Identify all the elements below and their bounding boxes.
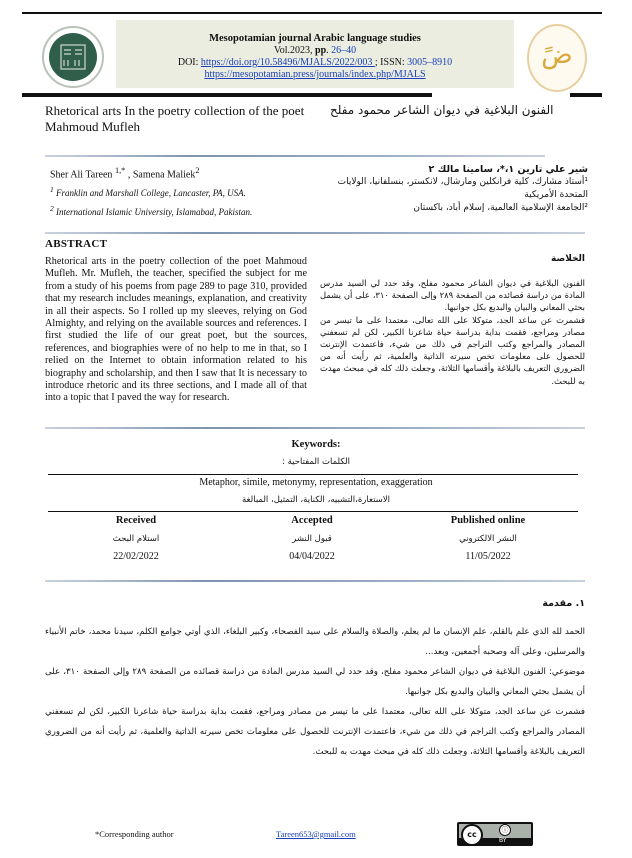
date-label-arabic: قبول النشر: [292, 534, 332, 544]
section-divider: [45, 155, 545, 157]
issn-value: 3005–8910: [407, 57, 453, 68]
date-accepted: [224, 513, 400, 565]
author-names: [50, 163, 320, 182]
journal-url-link[interactable]: https://mesopotamian.press/journals/index.php/MJALS: [204, 69, 426, 80]
header-bottom-rule-right: [570, 93, 602, 97]
abstract-arabic-p2: فشمرت عن ساعد الجد، متوكلا على الله تعالى، معتمدا على ما تيسر من مصادر ومراجع، فقمت بداية بدراسة حياة شاعرنا الكبير، لكن لم تسعفني المصادر والمراجع وكتب التراجم في ذلك من شيء، فاعتمدت الإنترنت للحصول على معلومات تخص سيرته الذاتية والعلمية، ثم رأيت أنه من الضروري التعريف بالبلاغة وأقسامها الثلاثة، وجعلت ذلك كله في مبحث مهدت به للبحث.: [320, 314, 585, 386]
date-received: [48, 513, 224, 565]
article-dates: [48, 513, 576, 565]
journal-logo: [527, 24, 587, 92]
date-value: 04/04/2022: [289, 551, 335, 562]
keywords-english: Metaphor, simile, metonymy, representation, exaggeration: [199, 477, 433, 488]
date-value: 22/02/2022: [113, 551, 159, 562]
volume-pages: [116, 45, 514, 57]
date-label: Received: [115, 515, 157, 526]
keywords-rule: [48, 474, 578, 475]
keywords-heading: Keywords:: [291, 439, 341, 450]
publisher-logo-emblem-icon: [49, 33, 97, 81]
pp-label: pp: [315, 45, 327, 56]
date-label: Published online: [450, 515, 526, 526]
abstract-arabic-p1: الفنون البلاغية في ديوان الشاعر محمود مفلح، وقد حدد لي السيد مدرس المادة من دراسة قصائده من الصفحة ٢٨٩ وإلى الصفحة ٣١٠، على أن يشمل بحثي المعاني والبيان والبديع بكل جوانبها.: [320, 278, 586, 313]
intro-paragraph: الحمد لله الذي علم بالقلم، علم الإنسان ما لم يعلم، والصلاة والسلام على سيد الفصحاء، وكبير البلغاء، الذي أوتي جوامع الكلم، سيدنا محمد، خاتم الأنبياء والمرسلين، وعلى آله وصحبه أجمعين، وبعد...: [45, 627, 585, 657]
abstract-english: Rhetorical arts in the poetry collection of the poet Mahmoud Mufleh. Mr. Mufleh, the teacher, specified the subject for me from a study of his poems from page 289 to page 310, provided that my research includes meanings, explanation, and creativity in all their aspects. So I rolled up my sleeves, relying on God Almighty, and relying on the available sources and references. I first studied the life of our great poet, but the sources, references, and biographies were of no help to me in that, so I relied on the Internet to obtain information related to his biography and scholarship, and then I saw that It is necessary to introduce rhetoric and its three sections, and I made all of that into a topic that I paved the way for research.: [45, 256, 307, 404]
doi-issn-line: [116, 57, 514, 69]
doi-link[interactable]: https://doi.org/10.58496/MJALS/2022/003: [200, 57, 375, 68]
author-1-name: Sher Ali Tareen: [50, 169, 115, 181]
keywords-arabic: الاستعارة،التشبيه، الكناية، التمثيل، المبالغة: [242, 495, 390, 505]
journal-name: Mesopotamian journal Arabic language studies: [209, 33, 421, 44]
publisher-logo: [42, 26, 104, 88]
header-top-rule: [22, 12, 602, 14]
journal-header-box: [116, 20, 514, 88]
dates-rule: [48, 511, 578, 512]
license-by-label: BY: [499, 837, 507, 844]
date-value: 11/05/2022: [465, 551, 511, 562]
author-2-sup: 2: [195, 166, 200, 175]
author-2-name: Samena Maliek: [132, 169, 196, 181]
authors-english: [50, 163, 320, 220]
affiliation-2: [50, 201, 320, 220]
date-label: Accepted: [291, 515, 333, 526]
article-title-english: Rhetorical arts In the poetry collection of the poet Mahmoud Mufleh: [45, 103, 305, 134]
volume-label: Vol.2023,: [273, 45, 316, 56]
corresponding-email-link[interactable]: Tareen653@gmail.com: [276, 829, 356, 839]
affiliation-2-arabic: ²الجامعة الإسلامية العالمية، إسلام أباد، باكستان: [413, 203, 588, 213]
pp-sep: .: [326, 45, 332, 56]
aff-2-sup: 2: [50, 204, 54, 214]
section-divider: [45, 427, 585, 429]
abstract-heading-arabic: الخلاصة: [551, 254, 585, 264]
intro-paragraph: فشمرت عن ساعد الجد، متوكلا على الله تعالى، معتمدا على ما تيسر من مصادر ومراجع، فقمت بداية بدراسة حياة شاعرنا الكبير، لكن لم تسعفني المصادر والمراجع وكتب التراجم في ذلك من شيء، فاعتمدت الإنترنت للحصول على معلومات تخص سيرته الذاتية والعلمية، ثم رأيت أنه من الضروري التعريف بالبلاغة وأقسامها الثلاثة، وجعلت ذلك كله في مبحث مهدت به للبحث.: [45, 707, 585, 757]
cc-by-license-badge[interactable]: [457, 822, 533, 846]
doi-label: DOI:: [177, 57, 201, 68]
intro-paragraph: موضوعي: الفنون البلاغية في ديوان الشاعر محمود مفلح، وقد حدد لي السيد مدرس المادة من دراسة قصائده من الصفحة ٢٨٩ وإلى الصفحة ٣١٠، على أن يشمل بحثي المعاني والبيان والبديع بكل جوانبها.: [45, 667, 585, 697]
header-bottom-rule-left: [22, 93, 432, 97]
author-1-sup: 1,*: [114, 166, 126, 175]
abstract-arabic: [320, 277, 585, 387]
article-title-arabic: الفنون البلاغية في ديوان الشاعر محمود مفلح: [330, 103, 554, 117]
arabic-letter-logo-icon: ضً: [541, 40, 573, 70]
section-divider: [45, 580, 585, 582]
introduction-body: [45, 622, 585, 762]
aff-2-text: International Islamic University, Islamabad, Pakistan.: [53, 207, 253, 218]
page-range: 26–40: [331, 45, 357, 56]
introduction-heading: ١. مقدمة: [542, 598, 585, 609]
cc-icon: cc: [461, 824, 483, 846]
section-divider: [45, 232, 585, 234]
affiliation-1: [50, 182, 320, 201]
corresponding-author-label: *Corresponding author: [95, 829, 174, 839]
abstract-heading: ABSTRACT: [45, 238, 108, 250]
keywords-heading-arabic: الكلمات المفتاحية :: [282, 457, 350, 467]
date-label-arabic: النشر الالكتروني: [459, 534, 517, 544]
issn-label: ; ISSN:: [374, 57, 408, 68]
author-names-arabic: شير علي تارين ١،*، سامينا مالك ٢: [428, 164, 588, 175]
authors-arabic: [318, 163, 588, 215]
aff-1-sup: 1: [50, 185, 54, 195]
date-label-arabic: استلام البحث: [112, 534, 160, 544]
author-separator: ,: [125, 169, 133, 181]
aff-1-text: Franklin and Marshall College, Lancaster, PA, USA.: [53, 188, 246, 199]
attribution-icon: ⓘ: [499, 824, 511, 836]
journal-url-line: [116, 69, 514, 81]
date-published: [400, 513, 576, 565]
affiliation-1-arabic: ¹أستاذ مشارك، كلية فرانكلين ومارشال، لانكستر، بنسلفانيا، الولايات المتحدة الأمريكية: [337, 177, 588, 200]
